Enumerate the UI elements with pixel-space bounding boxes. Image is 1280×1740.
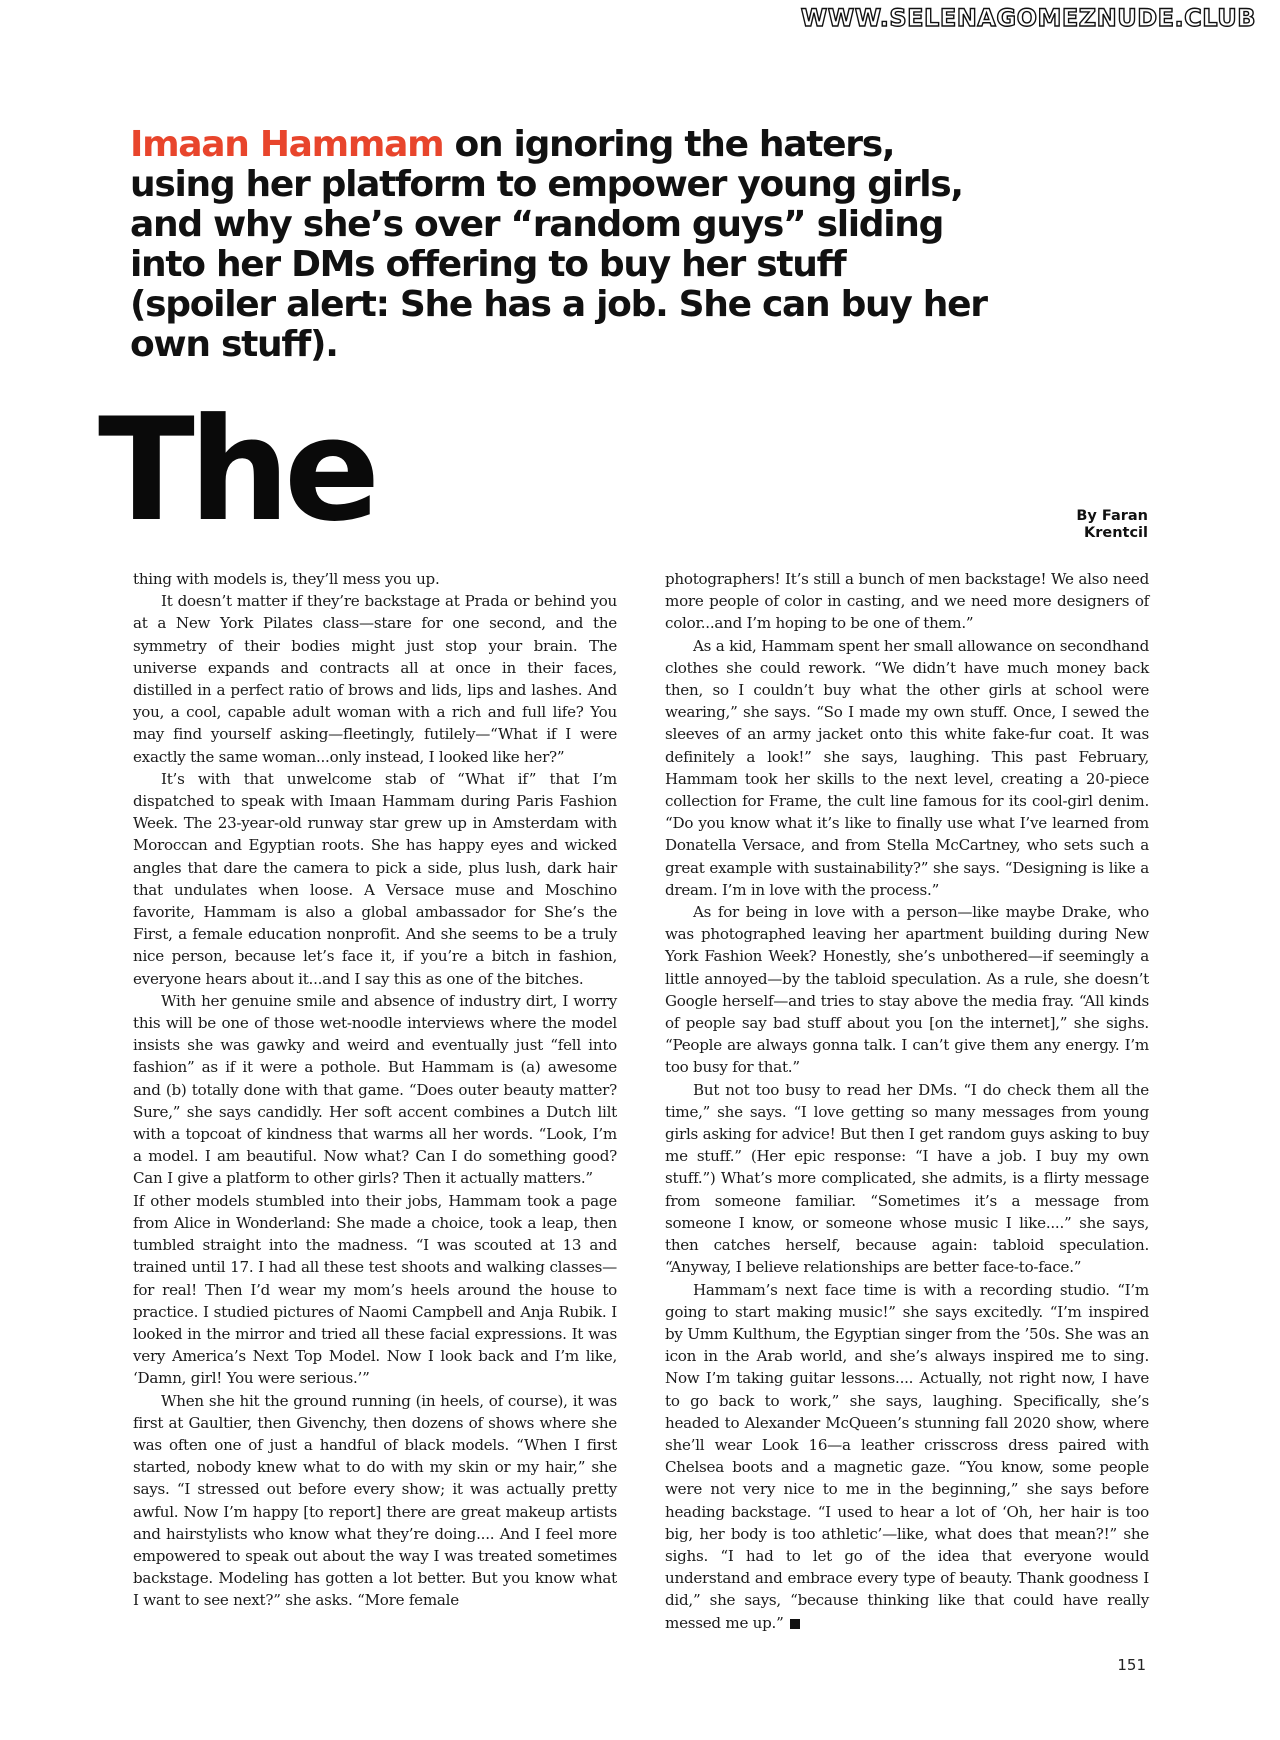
paragraph: But not too busy to read her DMs. “I do check them all the time,” she says. “I love getting so many messages from young girls asking for advice! But then I get random guys asking to buy me stuff.” (Her epic response: “I have a job. I buy my own stuff.”) What’s more complicated, she admits, is a flirty message from someone familiar. “Sometimes it’s a message from someone I know, or someone whose music I like....” she says, then catches herself, because again: tabloid speculation. “Anyway, I believe relationships are better face-to-face.” xyxy=(665,1080,1149,1277)
paragraph-final-text: Hammam’s next face time is with a recording studio. “I’m going to start making music!” she says excitedly. “I’m inspired by Umm Kulthum, the Egyptian singer from the ’50s. She was an icon in the Arab world, and she’s always inspired me to sing. Now I’m taking guitar lessons.... Actually, not right now, I have to go back to work,” she says, laughing. Specifically, she’s headed to Alexander McQueen’s stunning fall 2020 show, where she’ll wear Look 16—a leather crisscross dress paired with Chelsea boots and a magnetic gaze. “You know, some people were not very nice to me in the beginning,” she says before heading backstage. “I used to hear a lot of ‘Oh, her hair is too big, her body is too athletic’—like, what does that mean?!” she sighs. “I had to let go of the idea that everyone would understand and embrace every type of beauty. Thank goodness I did,” she says, “because thinking like that could have really messed me up.” xyxy=(665,1280,1149,1632)
paragraph: If other models stumbled into their jobs, Hammam took a page from Alice in Wonderland: She made a choice, took a leap, then tumbled straight into the madness. “I was scouted at 13 and trained until 17. I had all these test shoots and walking classes—for real! Then I’d wear my mom’s heels around the house to practice. I studied pictures of Naomi Campbell and Anja Rubik. I looked in the mirror and tried all these facial expressions. It was very America’s Next Top Model. Now I look back and I’m like, ‘Damn, girl! You were serious.’” xyxy=(133,1191,617,1388)
paragraph: It doesn’t matter if they’re backstage at Prada or behind you at a New York Pilates class—stare for one second, and the symmetry of their bodies might just stop your brain. The universe expands and contracts all at once in their faces, distilled in a perfect ratio of brows and lids, lips and lashes. And you, a cool, capable adult woman with a rich and full life? You may find yourself asking—fleetingly, futilely—“What if I were exactly the same woman...only instead, I looked like her?” xyxy=(133,592,617,766)
byline xyxy=(1076,508,1148,542)
article-column-left xyxy=(133,568,617,1612)
paragraph: With her genuine smile and absence of industry dirt, I worry this will be one of those wet-noodle interviews where the model insists she was gawky and weird and eventually just “fell into fashion” as if it were a pothole. But Hammam is (a) awesome and (b) totally done with that game. “Does outer beauty matter? Sure,” she says candidly. Her soft accent combines a Dutch lilt with a topcoat of kindness that warms all her words. “Look, I’m a model. I am beautiful. Now what? Can I do something good? Can I give a platform to other girls? Then it actually matters.” xyxy=(133,991,617,1188)
byline-line-2: Krentcil xyxy=(1083,525,1148,541)
byline-line-1: By Faran xyxy=(1076,508,1148,524)
paragraph: photographers! It’s still a bunch of men backstage! We also need more people of color in casting, and we need more designers of color...and I’m hoping to be one of them.” xyxy=(665,570,1149,633)
paragraph: It’s with that unwelcome stab of “What if” that I’m dispatched to speak with Imaan Hammam during Paris Fashion Week. The 23-year-old runway star grew up in Amsterdam with Moroccan and Egyptian roots. She has happy eyes and wicked angles that dare the camera to pick a side, plus lush, dark hair that undulates when loose. A Versace muse and Moschino favorite, Hammam is also a global ambassador for She’s the First, a female education nonprofit. And she seems to be a truly nice person, because let’s face it, if you’re a bitch in fashion, everyone hears about it...and I say this as one of the bitches. xyxy=(133,769,617,988)
dek-subject-name: Imaan Hammam xyxy=(130,124,444,165)
headline-word: The xyxy=(98,388,375,553)
dek-text: on ignoring the haters, using her platform to empower young girls, and why she’s over “random guys” sliding into her DMs offering to buy her stuff (spoiler alert: She has a job. She can buy her own stuff). xyxy=(130,124,987,365)
paragraph: As a kid, Hammam spent her small allowance on secondhand clothes she could rework. “We didn’t have much money back then, so I couldn’t buy what the other girls at school were wearing,” she says. “So I made my own stuff. Once, I sewed the sleeves of an army jacket onto this white fake-fur coat. It was definitely a look!” she says, laughing. This past February, Hammam took her skills to the next level, creating a 20-piece collection for Frame, the cult line famous for its cool-girl denim. “Do you know what it’s like to finally use what I’ve learned from Donatella Versace, and from Stella McCartney, who sets such a great example with sustainability?” she says. “Designing is like a dream. I’m in love with the process.” xyxy=(665,636,1149,899)
paragraph: As for being in love with a person—like maybe Drake, who was photographed leaving her apartment building during New York Fashion Week? Honestly, she’s unbothered—if seemingly a little annoyed—by the tabloid speculation. As a rule, she doesn’t Google herself—and tries to stay above the media fray. “All kinds of people say bad stuff about you [on the internet],” she sighs. “People are always gonna talk. I can’t give them any energy. I’m too busy for that.” xyxy=(665,903,1149,1077)
article-dek xyxy=(130,125,990,365)
page-number: 151 xyxy=(1117,1656,1146,1674)
paragraph: thing with models is, they’ll mess you up. xyxy=(133,570,440,588)
paragraph-final xyxy=(665,1279,1149,1634)
paragraph: When she hit the ground running (in heels, of course), it was first at Gaultier, then Givenchy, then dozens of shows where she was often one of just a handful of black models. “When I first started, nobody knew what to do with my skin or my hair,” she says. “I stressed out before every show; it was actually pretty awful. Now I’m happy [to report] there are great makeup artists and hairstylists who know what they’re doing.... And I feel more empowered to speak out about the way I was treated sometimes backstage. Modeling has gotten a lot better. But you know what I want to see next?” she asks. “More female xyxy=(133,1391,617,1610)
watermark-text: WWW.SELENAGOMEZNUDE.CLUB xyxy=(800,4,1256,32)
end-mark-icon xyxy=(790,1619,800,1629)
article-column-right xyxy=(665,568,1149,1634)
